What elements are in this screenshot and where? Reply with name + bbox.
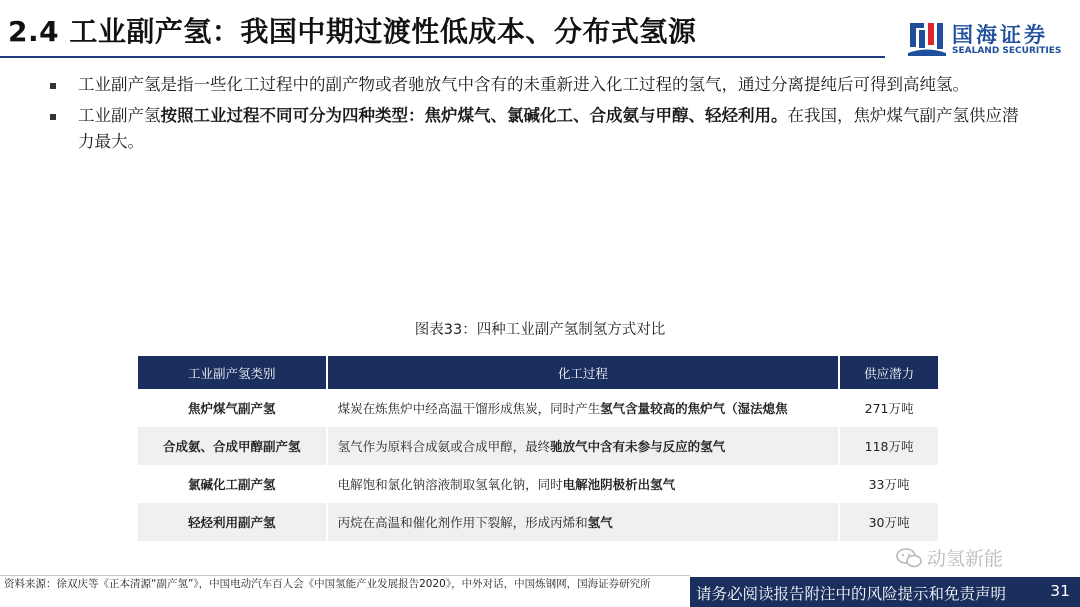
- logo-english-name: SEALAND SECURITIES: [952, 46, 1062, 56]
- process-text: 丙烷在高温和催化剂作用下裂解，形成丙烯和: [337, 515, 588, 530]
- table-row: [138, 465, 938, 503]
- title-divider: [0, 56, 885, 58]
- cell-category: 合成氨、合成甲醇副产氢: [138, 427, 327, 465]
- disclaimer-text: 请务必阅读报告附注中的风险提示和免责声明: [696, 585, 1007, 603]
- watermark-text: 动氢新能: [927, 548, 1004, 570]
- wechat-watermark: [895, 544, 1003, 571]
- page-title: 2.4 工业副产氢：我国中期过渡性低成本、分布式氢源: [8, 15, 697, 48]
- bullet-text: 工业副产氢是指一些化工过程中的副产物或者驰放气中含有的未重新进入化工过程的氢气，通过分离提纯后可得到高纯氢。: [78, 75, 969, 94]
- footer-divider: [0, 575, 690, 576]
- sealand-logo-icon: [908, 20, 946, 56]
- process-text: 煤炭在炼焦炉中经高温干馏形成焦炭，同时产生: [337, 401, 601, 416]
- bullet-marker-icon: [50, 83, 56, 89]
- company-logo: [908, 18, 1073, 60]
- logo-chinese-name: 国海证券: [952, 23, 1048, 47]
- column-header-process: 化工过程: [327, 356, 840, 389]
- bullet-item: [48, 103, 1028, 155]
- cell-potential: 33万吨: [839, 465, 938, 503]
- bullet-text: 在我国，焦炉煤气副产氢供应潜力最大。: [78, 106, 1019, 151]
- cell-category: 轻烃利用副产氢: [138, 503, 327, 541]
- process-text: 电解饱和氯化钠溶液制取氢氧化钠，同时: [337, 477, 563, 492]
- cell-process: [327, 465, 840, 503]
- cell-process: [327, 389, 840, 427]
- page-footer: [0, 577, 1080, 607]
- table-header-row: [138, 356, 938, 389]
- bullet-marker-icon: [50, 114, 56, 120]
- cell-process: [327, 427, 840, 465]
- table-caption: 图表33：四种工业副产氢制氢方式对比: [414, 322, 666, 338]
- table-row: [138, 503, 938, 541]
- process-text: 氢气作为原料合成氨或合成甲醇，最终: [337, 439, 551, 454]
- page-number: 31: [1050, 582, 1070, 600]
- bullet-text-bold: 按照工业过程不同可分为四种类型：焦炉煤气、氯碱化工、合成氨与甲醇、轻烃利用。: [160, 106, 788, 125]
- cell-potential: 30万吨: [839, 503, 938, 541]
- source-note: 资料来源：徐双庆等《正本清源“副产氢”》，中国电动汽车百人会《中国氢能产业发展报告2020》，中外对话，中国炼钢网，国海证券研究所: [4, 578, 651, 590]
- cell-process: [327, 503, 840, 541]
- bullet-text: 工业副产氢: [78, 106, 161, 125]
- table-row: [138, 389, 938, 427]
- footer-disclaimer-bar: [690, 577, 1080, 607]
- process-text-bold: 氢气含量较高的焦炉气（湿法熄焦: [600, 401, 788, 416]
- bullet-list: [48, 72, 1028, 160]
- bullet-item: [48, 72, 1028, 98]
- cell-category: 氯碱化工副产氢: [138, 465, 327, 503]
- table-row: [138, 427, 938, 465]
- column-header-potential: 供应潜力: [839, 356, 938, 389]
- process-text-bold: 氢气: [587, 515, 613, 530]
- comparison-table: [138, 356, 938, 541]
- cell-potential: 118万吨: [839, 427, 938, 465]
- process-text-bold: 电解池阴极析出氢气: [562, 477, 676, 492]
- column-header-category: 工业副产氢类别: [138, 356, 327, 389]
- cell-category: 焦炉煤气副产氢: [138, 389, 327, 427]
- cell-potential: 271万吨: [839, 389, 938, 427]
- wechat-icon: [895, 547, 923, 569]
- process-text-bold: 驰放气中含有未参与反应的氢气: [550, 439, 726, 454]
